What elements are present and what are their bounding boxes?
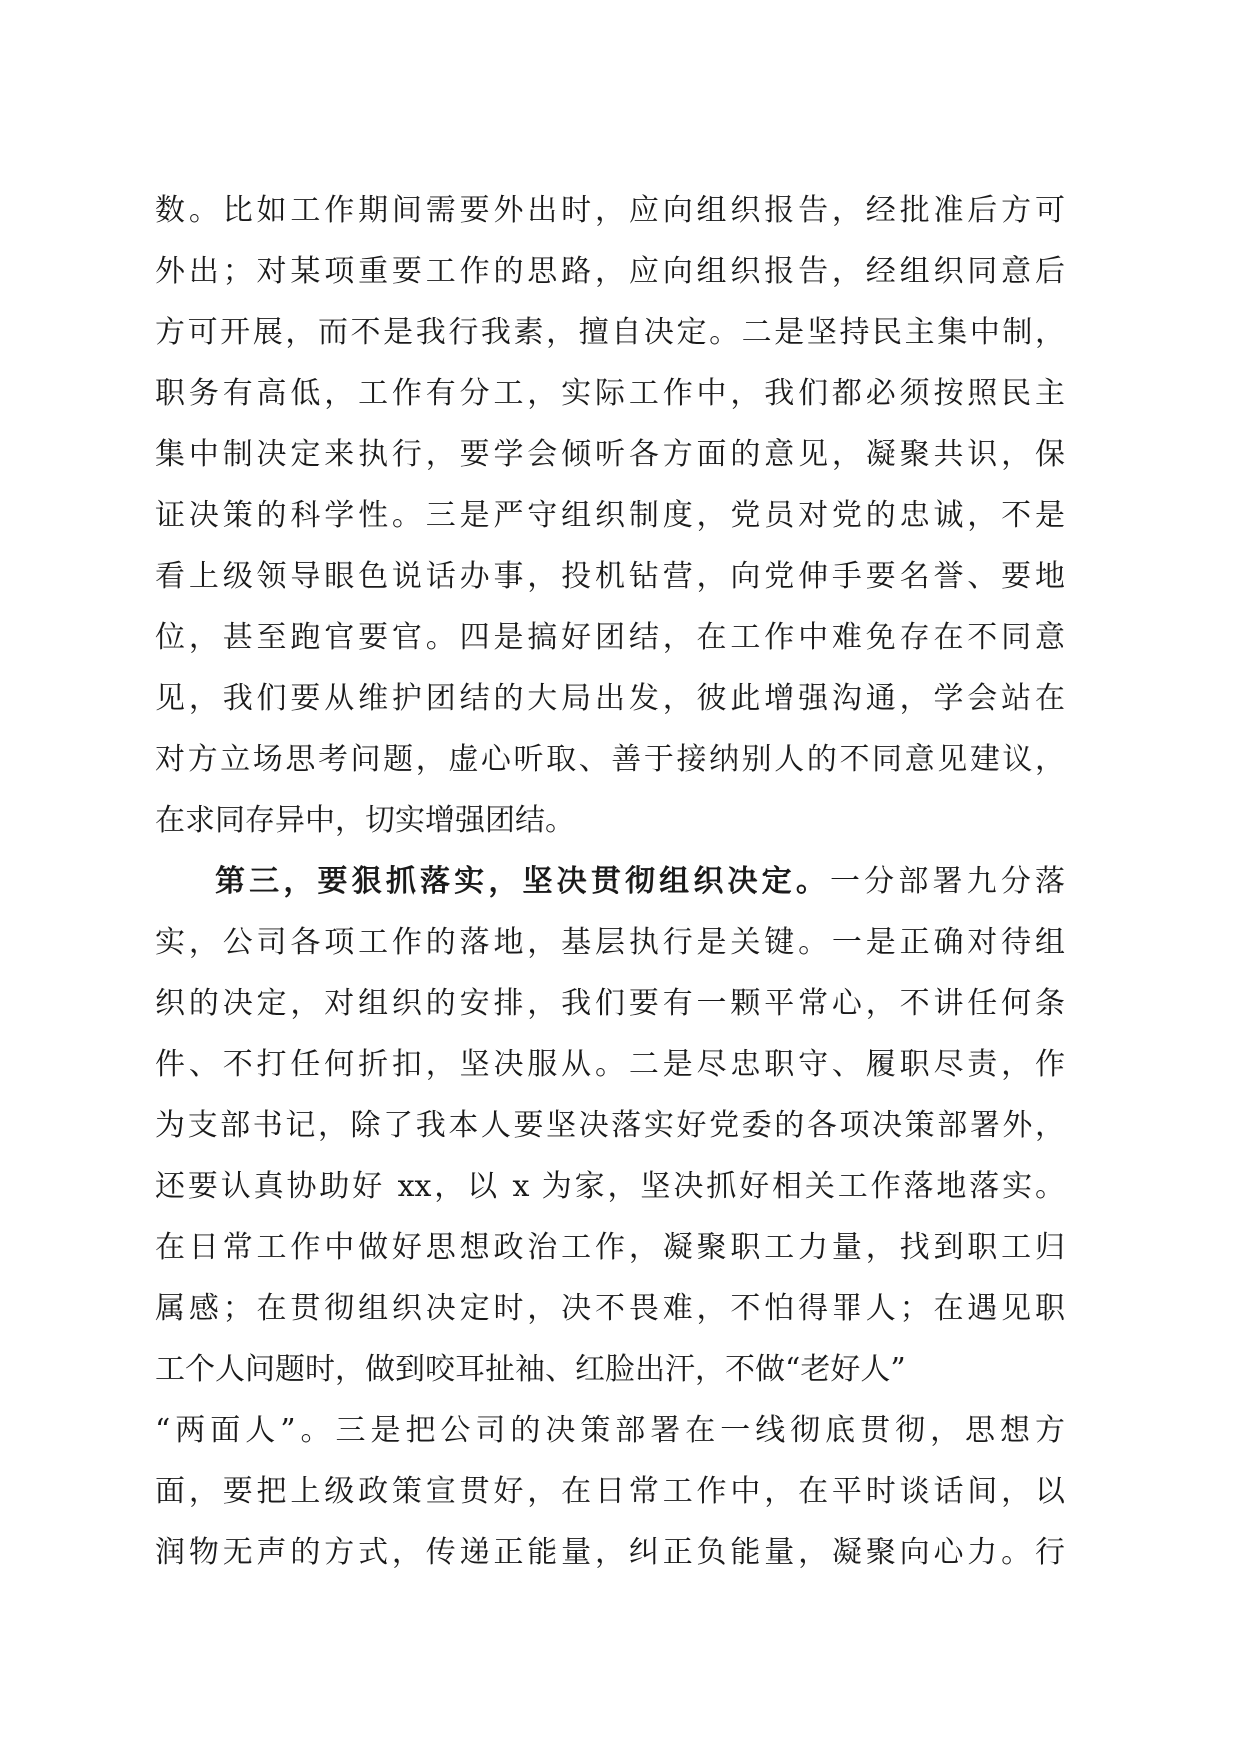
text-line: 在日常工作中做好思想政治工作，凝聚职工力量，找到职工归	[155, 1230, 1065, 1265]
text-line: 数。比如工作期间需要外出时，应向组织报告，经批准后方可	[155, 193, 1065, 228]
text-line: 为支部书记，除了我本人要坚决落实好党委的各项决策部署外，	[155, 1108, 1065, 1143]
text-line: 职务有高低，工作有分工，实际工作中，我们都必须按照民主	[155, 376, 1065, 411]
text-line: 织的决定，对组织的安排，我们要有一颗平常心，不讲任何条	[155, 986, 1065, 1021]
section-heading: 第三，要狠抓落实，坚决贯彻组织决定。	[215, 864, 830, 899]
text-line: 实，公司各项工作的落地，基层执行是关键。一是正确对待组	[155, 925, 1065, 960]
text-line: 集中制决定来执行，要学会倾听各方面的意见，凝聚共识，保	[155, 437, 1065, 472]
text-line: 属感；在贯彻组织决定时，决不畏难，不怕得罪人；在遇见职	[155, 1291, 1065, 1326]
text-line: 位，甚至跑官要官。四是搞好团结，在工作中难免存在不同意	[155, 620, 1065, 655]
text-line: 对方立场思考问题，虚心听取、善于接纳别人的不同意见建议，	[155, 742, 1065, 777]
heading-line-rest: 一分部署九分落	[830, 864, 1065, 899]
text-line: 证决策的科学性。三是严守组织制度，党员对党的忠诚，不是	[155, 498, 1065, 533]
text-line: 还要认真协助好 xx，以 x 为家，坚决抓好相关工作落地落实。	[155, 1169, 1065, 1204]
text-line: 见，我们要从维护团结的大局出发，彼此增强沟通，学会站在	[155, 681, 1065, 716]
paragraph-heading-line	[155, 851, 1065, 912]
text-line: 外出；对某项重要工作的思路，应向组织报告，经组织同意后	[155, 254, 1065, 289]
text-line: 面，要把上级政策宣贯好，在日常工作中，在平时谈话间，以	[155, 1474, 1065, 1509]
document-body	[155, 180, 1065, 1583]
text-line: 件、不打任何折扣，坚决服从。二是尽忠职守、履职尽责，作	[155, 1047, 1065, 1082]
text-line: “两面人”。三是把公司的决策部署在一线彻底贯彻，思想方	[155, 1413, 1065, 1448]
text-line: 润物无声的方式，传递正能量，纠正负能量，凝聚向心力。行	[155, 1535, 1065, 1570]
text-line: 在求同存异中，切实增强团结。	[155, 803, 575, 838]
text-line: 看上级领导眼色说话办事，投机钻营，向党伸手要名誉、要地	[155, 559, 1065, 594]
text-line: 方可开展，而不是我行我素，擅自决定。二是坚持民主集中制，	[155, 315, 1065, 350]
text-line: 工个人问题时，做到咬耳扯袖、红脸出汗，不做“老好人”	[155, 1352, 906, 1387]
